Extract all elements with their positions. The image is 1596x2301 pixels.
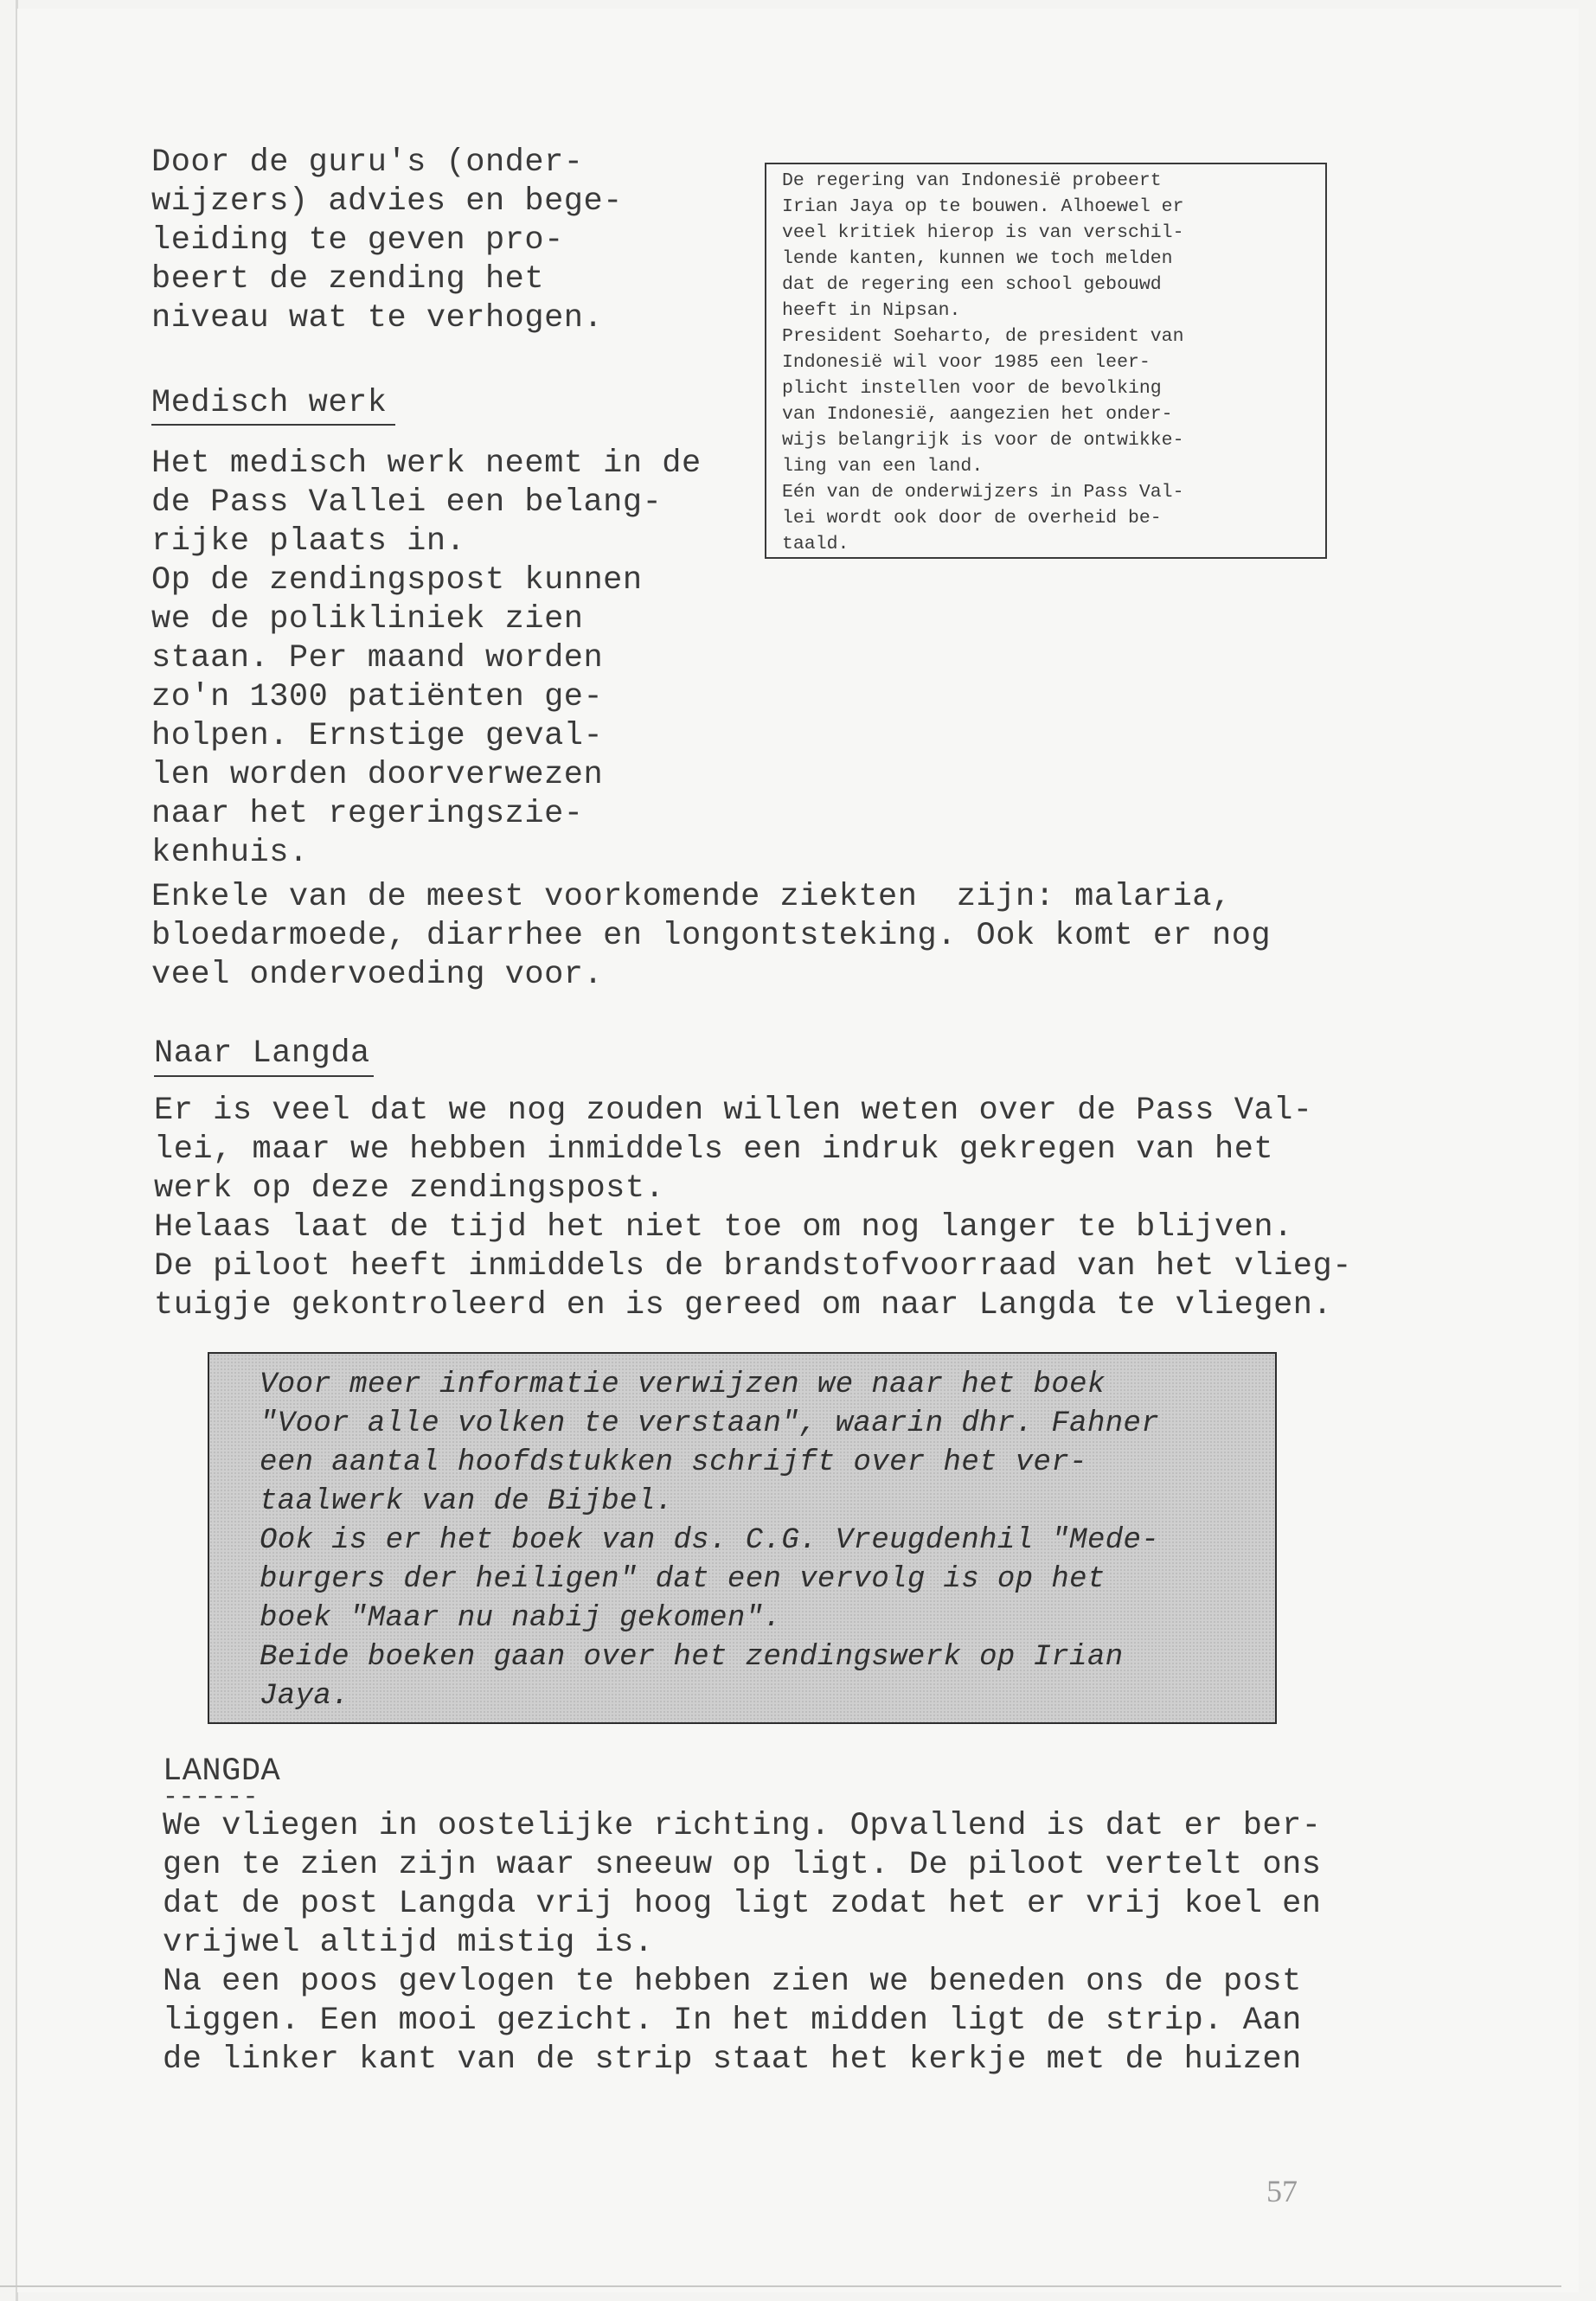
- text-line: leiding te geven pro-: [151, 222, 564, 259]
- text-line: veel ondervoeding voor.: [151, 957, 604, 993]
- box-line: van Indonesië, aangezien het onder-: [782, 404, 1173, 425]
- text-line: liggen. Een mooi gezicht. In het midden ligt de strip. Aan: [163, 2003, 1302, 2039]
- heading-underline: [154, 1075, 374, 1077]
- box-line: President Soeharto, de president van: [782, 326, 1184, 347]
- text-line: naar het regeringszie-: [151, 796, 584, 832]
- text-line: dat de post Langda vrij hoog ligt zodat het er vrij koel en: [163, 1886, 1322, 1922]
- text-line: holpen. Ernstige geval-: [151, 718, 604, 754]
- text-line: bloedarmoede, diarrhee en longontsteking. Ook komt er nog: [151, 918, 1272, 954]
- text-line: rijke plaats in.: [151, 523, 466, 560]
- box-line: veel kritiek hierop is van verschil-: [782, 222, 1184, 243]
- heading-underline: [151, 424, 395, 426]
- box-line: Indonesië wil voor 1985 een leer-: [782, 352, 1151, 373]
- box-line: lende kanten, kunnen we toch melden: [782, 248, 1173, 269]
- text-line: Helaas laat de tijd het niet toe om nog langer te blijven.: [154, 1209, 1293, 1246]
- langda-paragraph: [163, 1807, 1322, 2080]
- text-line: wijzers) advies en bege-: [151, 183, 623, 220]
- text-line: Door de guru's (onder-: [151, 144, 584, 181]
- box-line: burgers der heiligen" dat een vervolg is op het: [260, 1563, 1106, 1596]
- box-line: "Voor alle volken te verstaan", waarin dhr. Fahner: [260, 1407, 1160, 1440]
- box-line: Irian Jaya op te bouwen. Alhoewel er: [782, 196, 1184, 217]
- text-line: Enkele van de meest voorkomende ziekten zijn: malaria,: [151, 879, 1232, 915]
- text-line: len worden doorverwezen: [151, 757, 604, 793]
- text-line: werk op deze zendingspost.: [154, 1170, 665, 1207]
- section-heading-medisch: Medisch werk: [151, 385, 388, 421]
- heading-dash-underline: ------: [163, 1783, 260, 1812]
- text-line: zo'n 1300 patiënten ge-: [151, 679, 604, 715]
- text-line: Na een poos gevlogen te hebben zien we beneden ons de post: [163, 1964, 1302, 2000]
- text-line: we de polikliniek zien: [151, 601, 584, 638]
- box-line: Ook is er het boek van ds. C.G. Vreugdenhil "Mede-: [260, 1524, 1160, 1557]
- text-line: Op de zendingspost kunnen: [151, 562, 643, 599]
- box-line: ling van een land.: [782, 456, 984, 477]
- sidebar-note-box: [765, 163, 1327, 559]
- box-line: Beide boeken gaan over het zendingswerk op Irian: [260, 1641, 1124, 1674]
- text-line: de Pass Vallei een belang-: [151, 484, 663, 521]
- page-number: 57: [1266, 2174, 1298, 2208]
- naar-langda-paragraph: [154, 1092, 1352, 1325]
- section-heading-naar-langda: Naar Langda: [154, 1035, 370, 1072]
- text-line: tuigje gekontroleerd en is gereed om naar Langda te vliegen.: [154, 1287, 1333, 1324]
- text-line: kenhuis.: [151, 835, 309, 871]
- text-line: gen te zien zijn waar sneeuw op ligt. De piloot vertelt ons: [163, 1847, 1322, 1883]
- box-line: dat de regering een school gebouwd: [782, 274, 1162, 295]
- text-line: lei, maar we hebben inmiddels een indruk gekregen van het: [154, 1131, 1274, 1168]
- box-line: een aantal hoofdstukken schrijft over het ver-: [260, 1446, 1087, 1479]
- section-heading-langda: LANGDA: [163, 1753, 281, 1790]
- medisch-paragraph: [151, 445, 702, 873]
- box-line: Jaya.: [260, 1680, 350, 1713]
- text-line: niveau wat te verhogen.: [151, 300, 604, 336]
- text-line: beert de zending het: [151, 261, 545, 298]
- medisch-paragraph-wide: [151, 878, 1271, 995]
- box-line: Voor meer informatie verwijzen we naar het boek: [260, 1368, 1106, 1401]
- box-line: wijs belangrijk is voor de ontwikke-: [782, 430, 1184, 451]
- text-line: Het medisch werk neemt in de: [151, 445, 702, 482]
- text-line: Er is veel dat we nog zouden willen weten over de Pass Val-: [154, 1093, 1313, 1129]
- text-line: staan. Per maand worden: [151, 640, 604, 676]
- text-line: De piloot heeft inmiddels de brandstofvoorraad van het vlieg-: [154, 1248, 1352, 1285]
- text-line: vrijwel altijd mistig is.: [163, 1925, 654, 1961]
- box-line: Eén van de onderwijzers in Pass Val-: [782, 482, 1184, 503]
- intro-paragraph: [151, 144, 774, 338]
- bottom-edge: [0, 2285, 1561, 2287]
- box-line: boek "Maar nu nabij gekomen".: [260, 1602, 782, 1635]
- text-line: de linker kant van de strip staat het kerkje met de huizen: [163, 2041, 1302, 2078]
- box-line: taald.: [782, 534, 849, 554]
- text-line: We vliegen in oostelijke richting. Opvallend is dat er ber-: [163, 1808, 1322, 1844]
- info-box: [208, 1352, 1277, 1724]
- box-line: De regering van Indonesië probeert: [782, 170, 1162, 191]
- box-line: lei wordt ook door de overheid be-: [782, 508, 1162, 529]
- box-line: plicht instellen voor de bevolking: [782, 378, 1162, 399]
- box-line: taalwerk van de Bijbel.: [260, 1485, 674, 1518]
- box-line: heeft in Nipsan.: [782, 300, 961, 321]
